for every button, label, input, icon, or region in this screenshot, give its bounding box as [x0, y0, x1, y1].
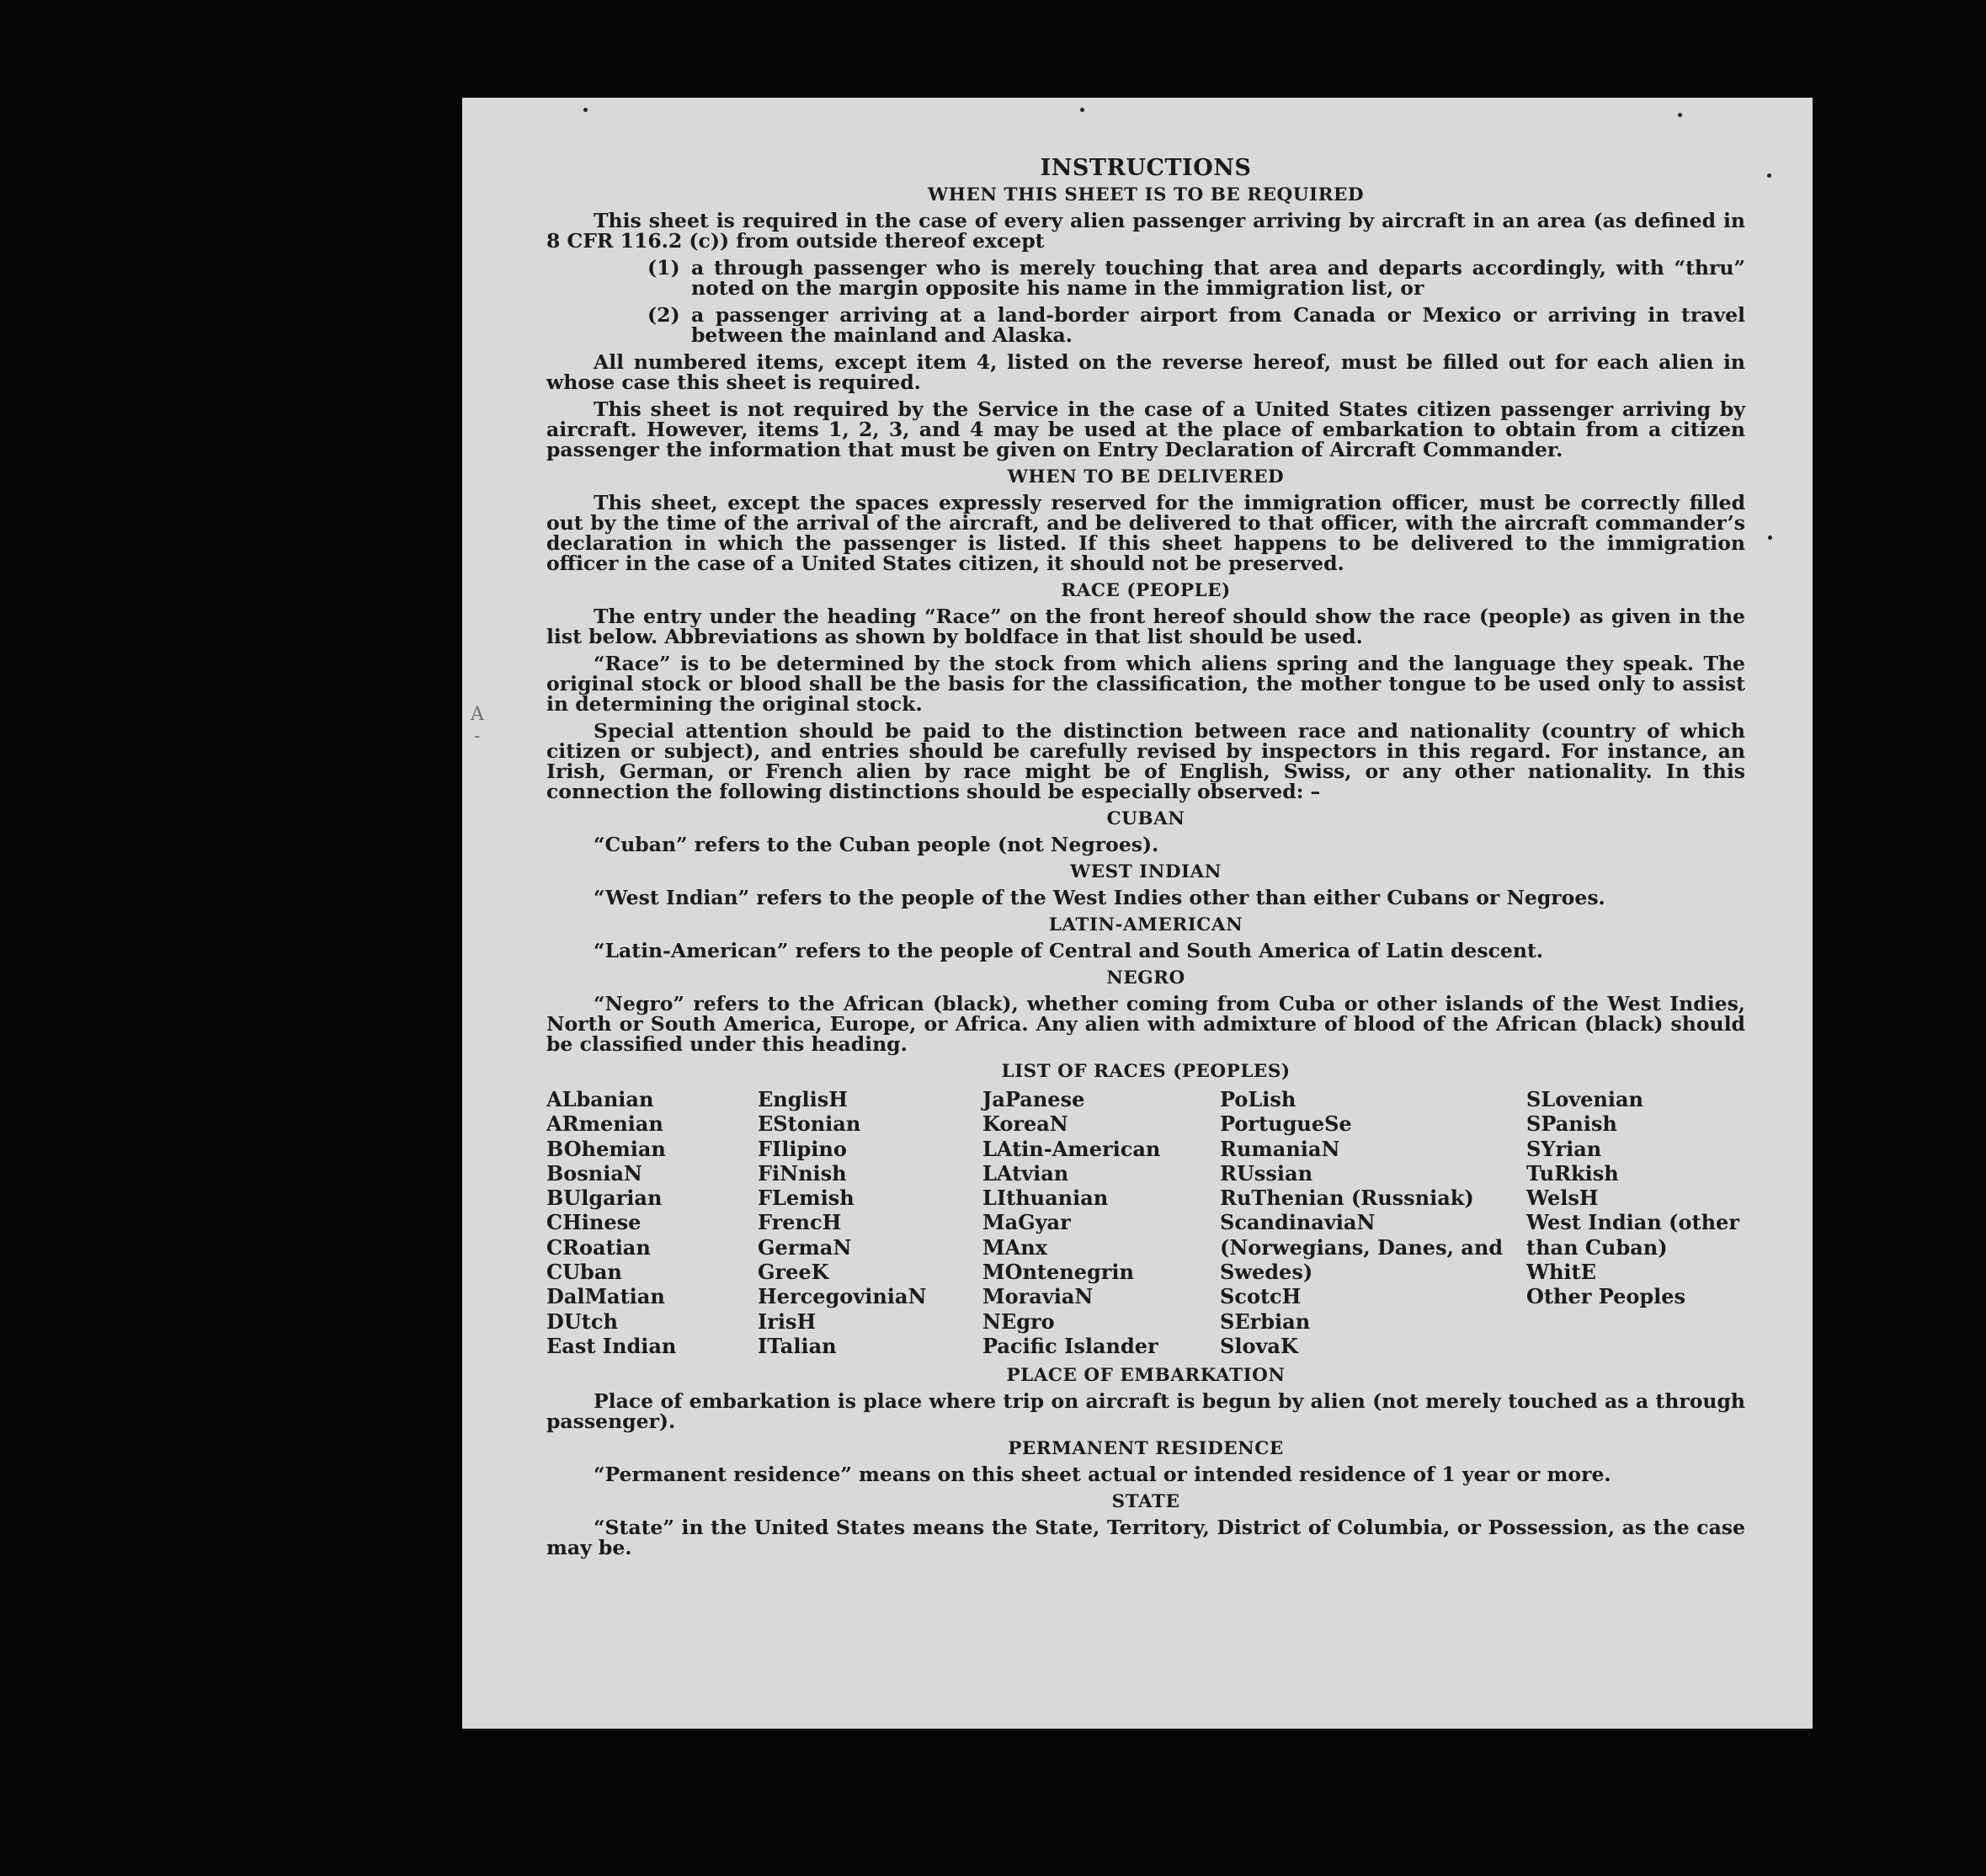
race-entry: GermaN [758, 1234, 852, 1260]
race-entry: GreeK [758, 1260, 829, 1285]
race-entry: CRoatian [546, 1234, 651, 1260]
item-number: (2) [647, 303, 680, 327]
margin-mark-dash: - [474, 726, 481, 747]
race-entry: SLovenian [1526, 1087, 1643, 1111]
heading-negro: NEGRO [1106, 967, 1185, 989]
race-entry: KoreaN [982, 1111, 1068, 1137]
speck [583, 108, 588, 112]
race-entry: EStonian [758, 1111, 861, 1137]
para-negro: “Negro” refers to the African (black), whether coming from Cuba or other islands of the West Indies, North or South America, Europe, or Africa. Any alien with admixture of blood of the African (black) should be classified under this heading. [546, 992, 1745, 1056]
speck [1080, 108, 1084, 112]
race-entry: MoraviaN [982, 1284, 1094, 1309]
heading-west-indian: WEST INDIAN [1070, 861, 1222, 882]
race-entry: NEgro [982, 1308, 1055, 1334]
para-race-1: The entry under the heading “Race” on the front hereof should show the race (people) as given in the list below. Abbreviations as shown by boldface in that list should be used. [546, 605, 1745, 648]
races-column-3 [982, 1087, 1220, 1358]
heading-when-delivered: WHEN TO BE DELIVERED [1007, 466, 1285, 488]
race-entry: DalMatian [546, 1284, 665, 1309]
race-entry: TuRkish [1526, 1160, 1619, 1186]
speck [1678, 113, 1682, 117]
race-entry: FIlipino [758, 1136, 847, 1161]
para-state: “State” in the United States means the State, Territory, District of Columbia, or Possession, as the case may be. [546, 1516, 1745, 1560]
heading-embarkation: PLACE OF EMBARKATION [1006, 1365, 1286, 1387]
para-embarkation: Place of embarkation is place where trip on aircraft is begun by alien (not merely touched as a through passenger). [546, 1389, 1745, 1434]
race-entry: ScotcH [1220, 1284, 1302, 1309]
race-entry: WelsH [1526, 1186, 1599, 1211]
races-column-2 [758, 1087, 982, 1358]
race-entry: CUban [546, 1260, 622, 1285]
para-residence: “Permanent residence” means on this sheet actual or intended residence of 1 year or more. [594, 1463, 1611, 1487]
race-entry: LAtin-American [982, 1136, 1161, 1161]
race-entry: FiNnish [758, 1160, 847, 1186]
race-entry: HercegoviniaN [758, 1284, 927, 1309]
race-entry: PoLish [1220, 1087, 1296, 1111]
race-entry: DUtch [546, 1308, 618, 1334]
race-entry: ALbanian [546, 1087, 654, 1111]
heading-state: STATE [1111, 1491, 1180, 1513]
instructions-content [546, 155, 1745, 1564]
margin-mark-a: A [471, 704, 484, 725]
race-entry: CHinese [546, 1210, 642, 1235]
heading-list-of-races: LIST OF RACES (PEOPLES) [1001, 1061, 1291, 1082]
speck [1767, 173, 1771, 178]
heading-when-required: WHEN THIS SHEET IS TO BE REQUIRED [928, 184, 1364, 205]
race-entry: PortugueSe [1220, 1111, 1352, 1137]
race-entry: RUssian [1220, 1160, 1313, 1186]
para-when-delivered: This sheet, except the spaces expressly reserved for the immigration officer, must be correctly filled out by the time of the arrival of the aircraft, and be delivered to that officer, with the aircraft commander’s declaration in which the passenger is listed. If this sheet happens to be delivered to the immigration officer in the case of a United States citizen, it should not be preserved. [546, 491, 1745, 575]
race-entry: WhitE [1526, 1260, 1596, 1285]
race-entry: ARmenian [546, 1111, 663, 1137]
race-entry: ScandinaviaN (Norwegians, Danes, and Swedes) [1220, 1210, 1504, 1285]
para-west-indian: “West Indian” refers to the people of the West Indies other than either Cubans or Negroes. [594, 886, 1605, 909]
para-numbered-items: All numbered items, except item 4, listed on the reverse hereof, must be filled out for each alien in whose case this sheet is required. [546, 350, 1745, 394]
item-number: (1) [647, 256, 680, 280]
para-cuban: “Cuban” refers to the Cuban people (not Negroes). [594, 833, 1159, 856]
para-citizen-passenger: This sheet is not required by the Service in the case of a United States citizen passenger arriving by aircraft. However, items 1, 2, 3, and 4 may be used at the place of embarkation to obtain from a citizen passenger the information that must be given on Entry Declaration of Aircraft Commander. [546, 397, 1745, 461]
exception-item-1 [647, 258, 1745, 298]
race-entry: SPanish [1526, 1111, 1617, 1137]
para-race-2: “Race” is to be determined by the stock from which aliens spring and the language they speak. The original stock or blood shall be the basis for the classification, the mother tongue to be used only to assist in determining the original stock. [546, 652, 1745, 716]
races-list [546, 1087, 1745, 1358]
race-entry: SYrian [1526, 1136, 1602, 1161]
race-entry: LIthuanian [982, 1186, 1109, 1211]
race-entry: LAtvian [982, 1160, 1069, 1186]
para-race-3: Special attention should be paid to the distinction between race and nationality (country of which citizen or subject), and entries should be carefully revised by inspectors in this regard. For instance, an Irish, German, or French alien by race might be of English, Swiss, or any other nationality. In this connection the following distinctions should be especially observed: – [546, 719, 1745, 803]
races-column-1 [546, 1087, 758, 1358]
race-entry: EnglisH [758, 1087, 848, 1111]
document-sheet [462, 98, 1813, 1729]
exception-item-2 [647, 305, 1745, 345]
race-entry: JaPanese [982, 1087, 1085, 1111]
item-text: a through passenger who is merely touching that area and departs accordingly, with “thru” noted on the margin opposite his name in the immigration list, or [691, 256, 1745, 300]
race-entry: IrisH [758, 1308, 817, 1334]
heading-residence: PERMANENT RESIDENCE [1008, 1438, 1284, 1460]
races-column-4 [1220, 1087, 1526, 1358]
race-entry: SErbian [1220, 1308, 1311, 1334]
race-entry: RumaniaN [1220, 1136, 1340, 1161]
heading-race: RACE (PEOPLE) [1061, 580, 1231, 601]
race-entry: West Indian (other than Cuban) [1526, 1210, 1739, 1260]
item-text: a passenger arriving at a land-border airport from Canada or Mexico or arriving in travel between the mainland and Alaska. [691, 303, 1745, 347]
race-entry: SlovaK [1220, 1333, 1298, 1358]
race-entry: MaGyar [982, 1210, 1071, 1235]
races-column-5 [1526, 1087, 1745, 1358]
race-entry: East Indian [546, 1333, 677, 1358]
speck [1768, 536, 1772, 540]
race-entry: BOhemian [546, 1136, 666, 1161]
para-when-required-intro: This sheet is required in the case of every alien passenger arriving by aircraft in an area (as defined in 8 CFR 116.2 (c)) from outside thereof except [546, 209, 1745, 253]
race-entry: FrencH [758, 1210, 842, 1235]
race-entry: ITalian [758, 1333, 837, 1358]
page-title: INSTRUCTIONS [1040, 155, 1252, 181]
race-entry: FLemish [758, 1186, 855, 1211]
race-entry: Other Peoples [1526, 1284, 1686, 1309]
heading-latin-american: LATIN-AMERICAN [1048, 914, 1243, 935]
race-entry: Pacific Islander [982, 1333, 1158, 1358]
para-latin-american: “Latin-American” refers to the people of Central and South America of Latin descent. [594, 939, 1543, 962]
race-entry: BosniaN [546, 1160, 642, 1186]
race-entry: RuThenian (Russniak) [1220, 1186, 1474, 1211]
heading-cuban: CUBAN [1106, 808, 1185, 829]
race-entry: MAnx [982, 1234, 1047, 1260]
race-entry: MOntenegrin [982, 1260, 1134, 1285]
race-entry: BUlgarian [546, 1186, 663, 1211]
